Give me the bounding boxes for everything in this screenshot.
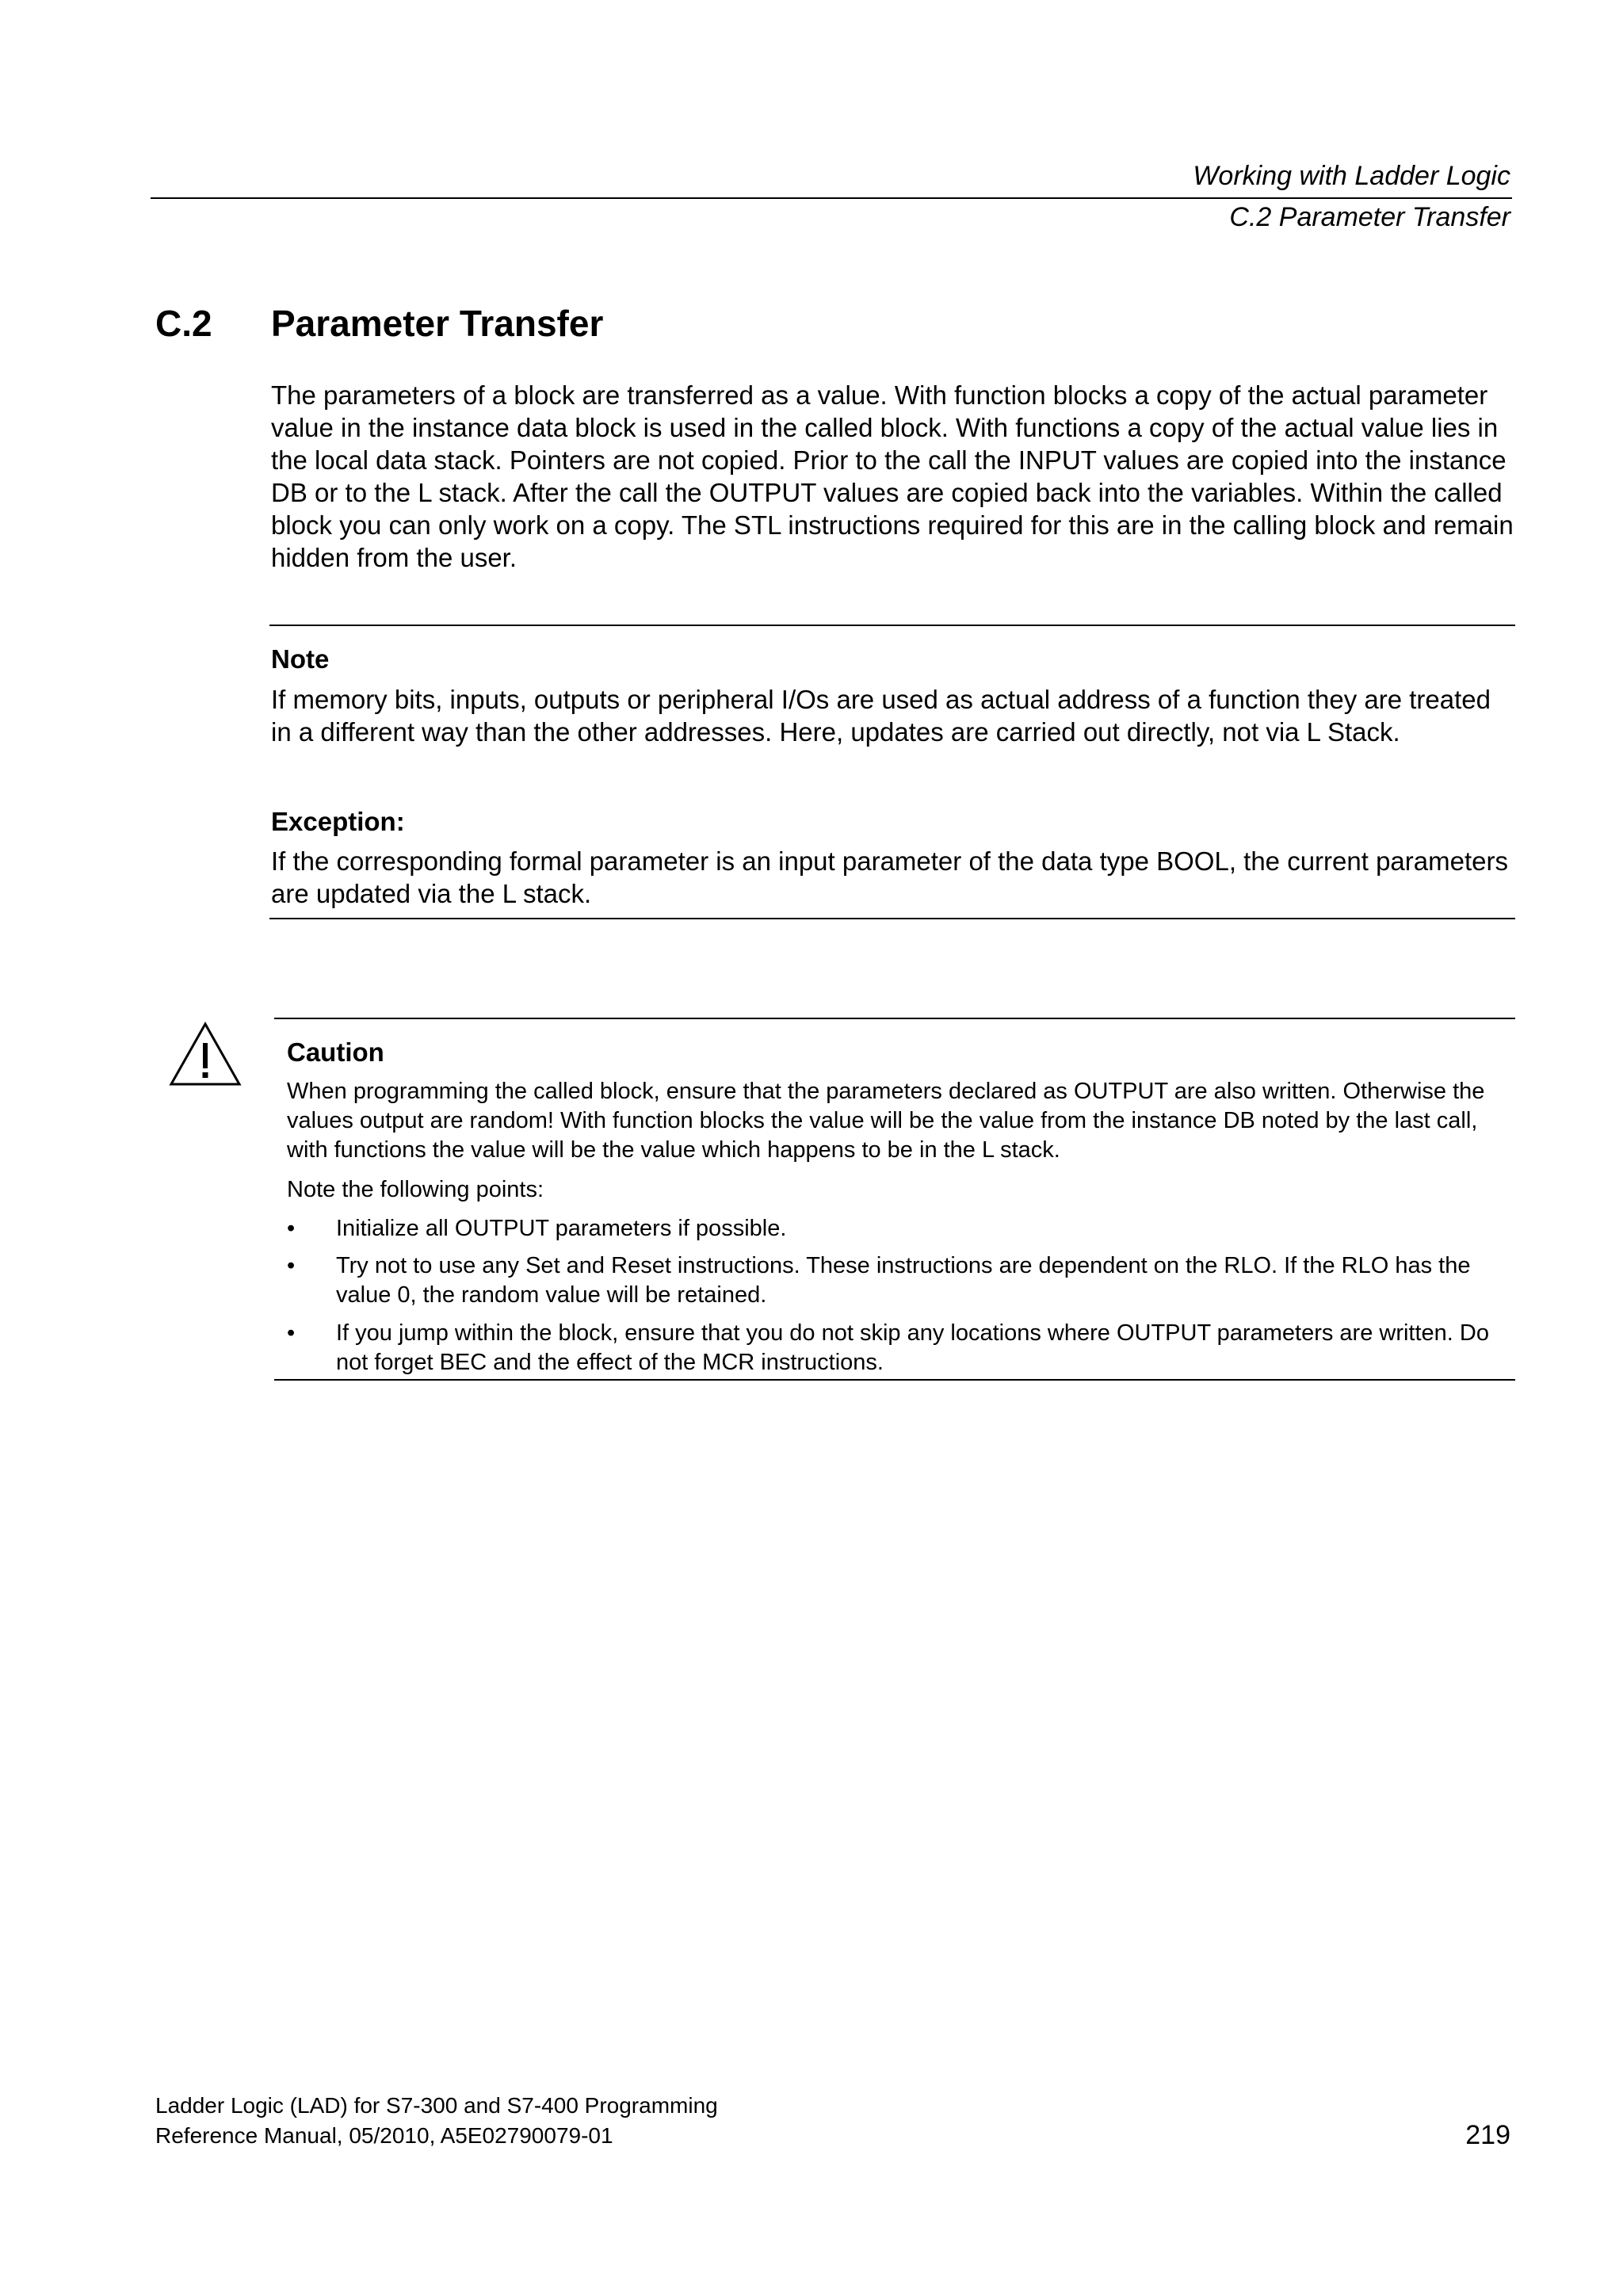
header-rule (151, 197, 1512, 199)
caution-points-intro: Note the following points: (287, 1177, 544, 1202)
caution-point-text: If you jump within the block, ensure that you do not skip any locations where OUTPUT parameters are written. Do not forget BEC and the effect of the MCR instructions. (336, 1320, 1489, 1375)
note-text: If memory bits, inputs, outputs or peripheral I/Os are used as actual address of a function they are treated in a different way than the other addresses. Here, updates are carried out directly, not via L Stack. (271, 685, 1491, 747)
bullet-marker: • (287, 1320, 296, 1346)
caution-title: Caution (287, 1037, 384, 1067)
section-title: Parameter Transfer (271, 303, 604, 344)
caution-bottom-rule (274, 1379, 1515, 1381)
warning-triangle-icon (168, 1021, 242, 1087)
caution-top-rule (274, 1018, 1515, 1019)
footer-title: Ladder Logic (LAD) for S7-300 and S7-400 Programming (155, 2093, 718, 2118)
running-header-chapter: Working with Ladder Logic (1193, 161, 1510, 191)
page-number: 219 (1465, 2120, 1510, 2150)
exception-title: Exception: (271, 807, 405, 836)
note-top-rule (269, 625, 1515, 626)
caution-point-text: Initialize all OUTPUT parameters if possible. (336, 1216, 787, 1241)
running-header-section: C.2 Parameter Transfer (1229, 202, 1510, 232)
bullet-marker: • (287, 1216, 296, 1241)
caution-point-text: Try not to use any Set and Reset instructions. These instructions are dependent on the RLO. If the RLO has the value 0, the random value will be retained. (336, 1253, 1471, 1308)
footer-doc-id: Reference Manual, 05/2010, A5E02790079-01 (155, 2123, 613, 2148)
note-title: Note (271, 644, 330, 674)
note-bottom-rule (269, 918, 1515, 919)
intro-paragraph: The parameters of a block are transferred as a value. With function blocks a copy of the actual parameter value in the instance data block is used in the called block. With functions a copy of the actual value lies in the local data stack. Pointers are not copied. Prior to the call the INPUT values are copied into the instance DB or to the L stack. After the call the OUTPUT values are copied back into the variables. Within the called block you can only work on a copy. The STL instructions required for this are in the calling block and remain hidden from the user. (271, 380, 1514, 572)
exception-text: If the corresponding formal parameter is an input parameter of the data type BOOL, the current parameters are updated via the L stack. (271, 846, 1508, 908)
bullet-marker: • (287, 1253, 296, 1278)
section-number: C.2 (155, 303, 212, 344)
caution-text: When programming the called block, ensure that the parameters declared as OUTPUT are also written. Otherwise the values output are random! With function blocks the value will be the value from the instance DB noted by the last call, with functions the value will be the value which happens to be in the L stack. (287, 1079, 1485, 1163)
